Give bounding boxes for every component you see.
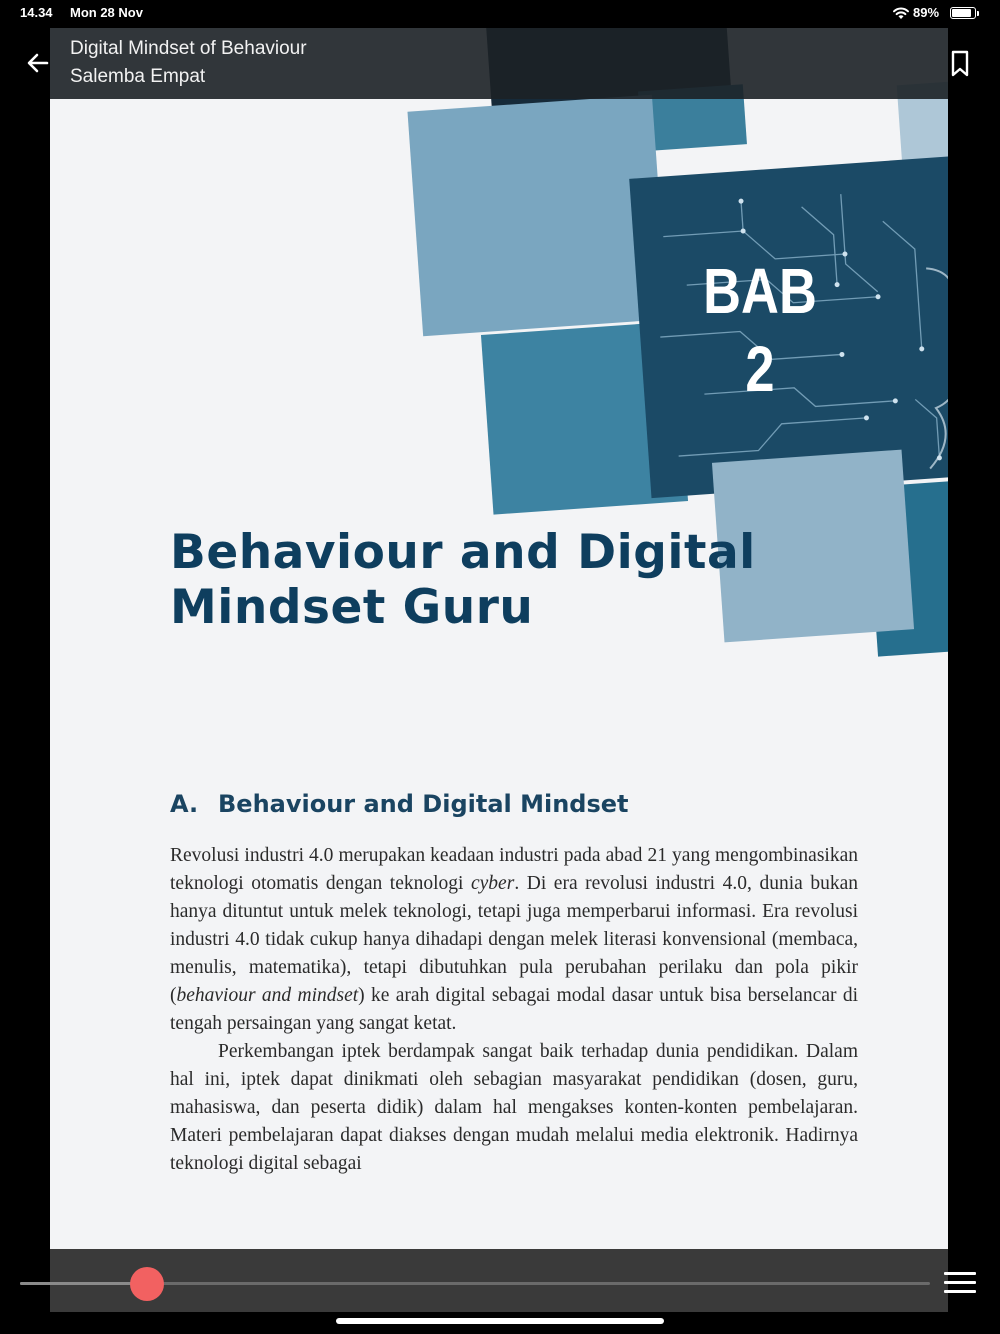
- status-time: 14.34: [20, 5, 53, 20]
- italic-text: cyber: [471, 873, 515, 894]
- page-slider-fill: [20, 1282, 147, 1285]
- status-bar: [0, 0, 1000, 26]
- reader-bottom-bar: [50, 1249, 948, 1312]
- home-indicator[interactable]: [336, 1318, 664, 1324]
- battery-icon: [950, 7, 976, 19]
- status-date: Mon 28 Nov: [70, 5, 143, 20]
- chapter-title-line: Behaviour and Digital: [170, 525, 756, 580]
- chapter-badge: [678, 252, 842, 408]
- chapter-number: 2: [745, 333, 775, 405]
- decor-square: [407, 95, 667, 337]
- chapter-title-line: Mindset Guru: [170, 580, 534, 635]
- chapter-title: [170, 525, 756, 635]
- section-number: A.: [170, 790, 199, 818]
- book-title: Digital Mindset of Behaviour: [70, 38, 307, 59]
- battery-tip: [977, 11, 979, 16]
- paragraph: Perkembangan iptek berdampak sangat baik terhadap dunia pendidikan. Dalam hal ini, iptek dapat dinikmati oleh sebagian masyarakat pendidikan (dosen, guru, mahasiswa, dan peserta didik) dalam hal mengakses konten-konten pembelajaran. Materi pembelajaran dapat diakses dengan mudah melalui media elektronik. Hadirnya teknologi digital sebagai: [170, 1041, 858, 1174]
- arrow-left-icon[interactable]: [26, 50, 50, 76]
- battery-percent: 89%: [913, 5, 940, 20]
- section-title: Behaviour and Digital Mindset: [218, 790, 629, 818]
- book-publisher: Salemba Empat: [70, 66, 206, 87]
- text-run: . Di era revolusi industri 4.0, dunia bukan hanya dituntut untuk melek teknologi, tetapi juga memperbarui informasi. Era revolusi industri 4.0 tidak cukup hanya dihadapi dengan melek literasi konvensional (membaca, menulis, matematika), tetapi dibutuhkan pula perubahan perilaku dan pola pikir (: [170, 873, 858, 1006]
- text-run: Revolusi industri 4.0 merupakan keadaan industri pada abad 21 yang mengombinasikan teknologi otomatis dengan teknologi: [170, 845, 858, 894]
- text-run: ) ke arah digital sebagai modal dasar untuk bisa berselancar di tengah persaingan yang sangat ketat.: [170, 985, 858, 1034]
- section-heading: [170, 790, 629, 818]
- wifi-icon: [892, 6, 910, 20]
- hamburger-menu-icon[interactable]: [944, 1272, 976, 1296]
- paragraph: [170, 842, 858, 1038]
- body-text: [170, 842, 858, 1178]
- chapter-label: BAB: [703, 255, 817, 327]
- bookmark-icon[interactable]: [950, 50, 970, 78]
- italic-text: behaviour and mindset: [176, 985, 359, 1006]
